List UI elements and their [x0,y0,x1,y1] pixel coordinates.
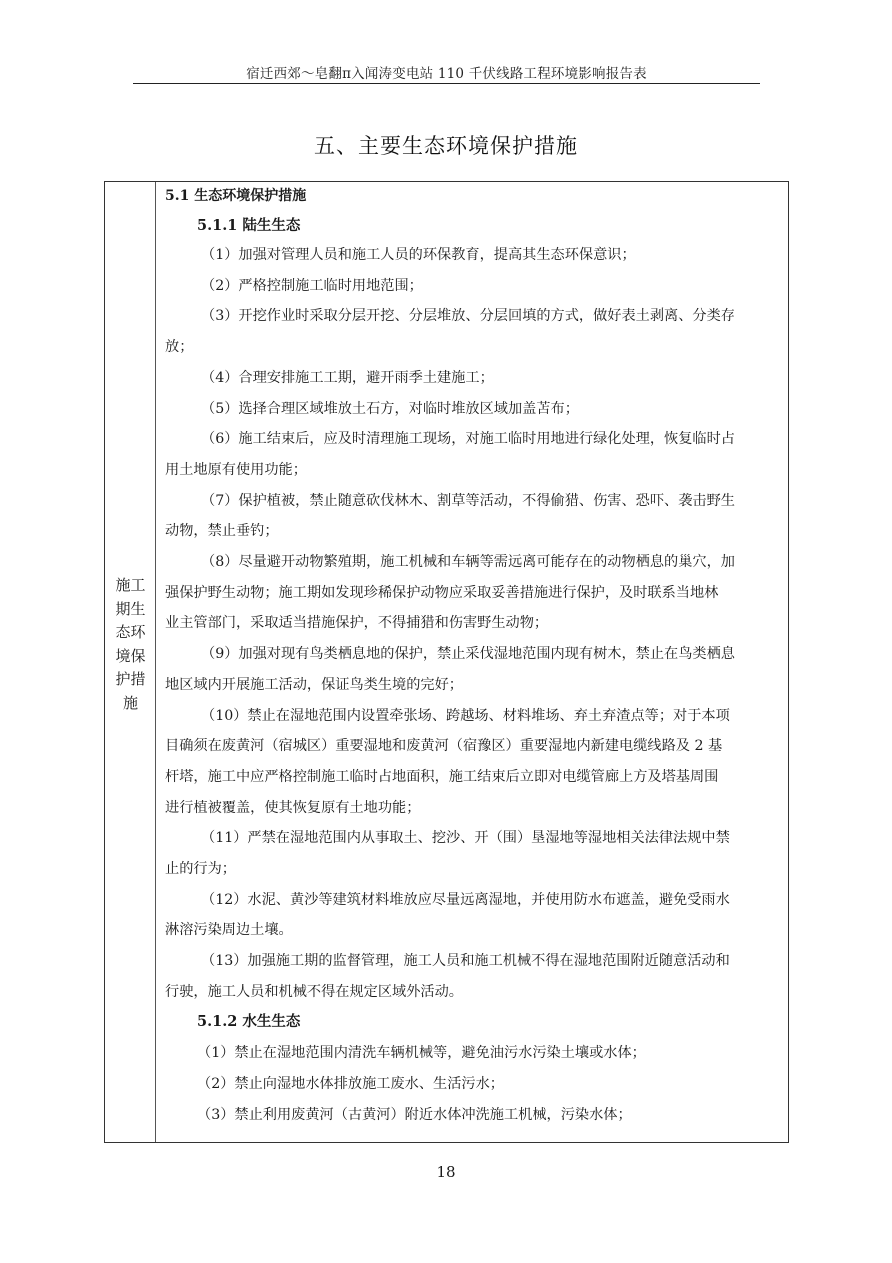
paragraph-line: 杆塔，施工中应严格控制施工临时占地面积，施工结束后立即对电缆管廊上方及塔基周围 [165,768,719,785]
paragraph-line: （8）尽量避开动物繁殖期，施工机械和车辆等需远离可能存在的动物栖息的巢穴，加 [201,554,735,570]
subsection-heading-aquatic: 5.1.2 水生生态 [197,1013,301,1030]
paragraph-line: （2）禁止向湿地水体排放施工废水、生活污水； [197,1076,504,1092]
paragraph-line: 强保护野生动物；施工期如发现珍稀保护动物应采取妥善措施进行保护，及时联系当地林 [165,584,719,601]
measures-table [104,181,789,1143]
running-header: 宿迁西郊～皂翻π入闻涛变电站 110 千伏线路工程环境影响报告表 [246,66,647,82]
row-label-cell [105,182,156,1142]
paragraph-line: （11）严禁在湿地范围内从事取土、挖沙、开（围）垦湿地等湿地相关法律法规中禁 [201,830,730,847]
paragraph-line: （6）施工结束后，应及时清理施工现场，对施工临时用地进行绿化处理，恢复临时占 [201,431,735,448]
page-title: 五、主要生态环境保护措施 [314,134,578,158]
paragraph-line: （10）禁止在湿地范围内设置牵张场、跨越场、材料堆场、弃土弃渣点等；对于本项 [201,707,730,724]
paragraph-line: （1）禁止在湿地范围内清洗车辆机械等，避免油污水污染土壤或水体； [197,1045,646,1061]
row-label-line: 态环 [115,623,146,642]
paragraph-line: 淋溶污染周边土壤。 [165,922,293,939]
paragraph-line: 止的行为； [165,861,236,877]
row-label-line: 护措 [115,670,146,689]
row-label-line: 施工 [115,576,146,594]
row-label-line: 境保 [115,646,146,665]
paragraph-line: （3）开挖作业时采取分层开挖、分层堆放、分层回填的方式，做好表土剥离、分类存 [201,308,735,325]
paragraph-line: 放； [165,339,194,356]
paragraph-line: 用土地原有使用功能； [165,461,307,478]
page-number: 18 [436,1163,456,1181]
header-rule [133,83,760,84]
paragraph-line: （2）严格控制施工临时用地范围； [201,277,423,294]
paragraph-line: （9）加强对现有鸟类栖息地的保护，禁止采伐湿地范围内现有树木，禁止在鸟类栖息 [201,646,735,663]
paragraph-line: （13）加强施工期的监督管理，施工人员和施工机械不得在湿地范围附近随意活动和 [201,953,730,970]
subsection-heading-terrestrial: 5.1.1 陆生生态 [197,217,301,234]
paragraph-line: （5）选择合理区域堆放土石方，对临时堆放区域加盖苫布； [201,400,579,417]
paragraph-line: 业主管部门，采取适当措施保护，不得捕猎和伤害野生动物； [165,615,549,632]
paragraph-line: （12）水泥、黄沙等建筑材料堆放应尽量远离湿地，并使用防水布遮盖，避免受雨水 [201,891,730,908]
paragraph-line: （4）合理安排施工工期，避开雨季土建施工； [201,369,494,386]
paragraph-line: 地区域内开展施工活动，保证鸟类生境的完好； [165,676,463,693]
section-heading: 5.1 生态环境保护措施 [165,188,307,204]
paragraph-line: （3）禁止利用废黄河（古黄河）附近水体冲洗施工机械，污染水体； [197,1107,632,1123]
paragraph-line: 行驶，施工人员和机械不得在规定区域外活动。 [165,983,463,1000]
paragraph-line: （1）加强对管理人员和施工人员的环保教育，提高其生态环保意识； [201,247,636,263]
row-label-line: 期生 [115,599,146,618]
paragraph-line: 进行植被覆盖，使其恢复原有土地功能； [165,799,421,816]
paragraph-line: 目确须在废黄河（宿城区）重要湿地和废黄河（宿豫区）重要湿地内新建电缆线路及 2 基 [165,738,723,755]
paragraph-line: 动物，禁止垂钓； [165,523,279,540]
row-label [105,574,156,716]
row-label-line: 施 [122,693,138,712]
paragraph-line: （7）保护植被，禁止随意砍伐林木、割草等活动，不得偷猎、伤害、恐吓、袭击野生 [201,492,735,509]
